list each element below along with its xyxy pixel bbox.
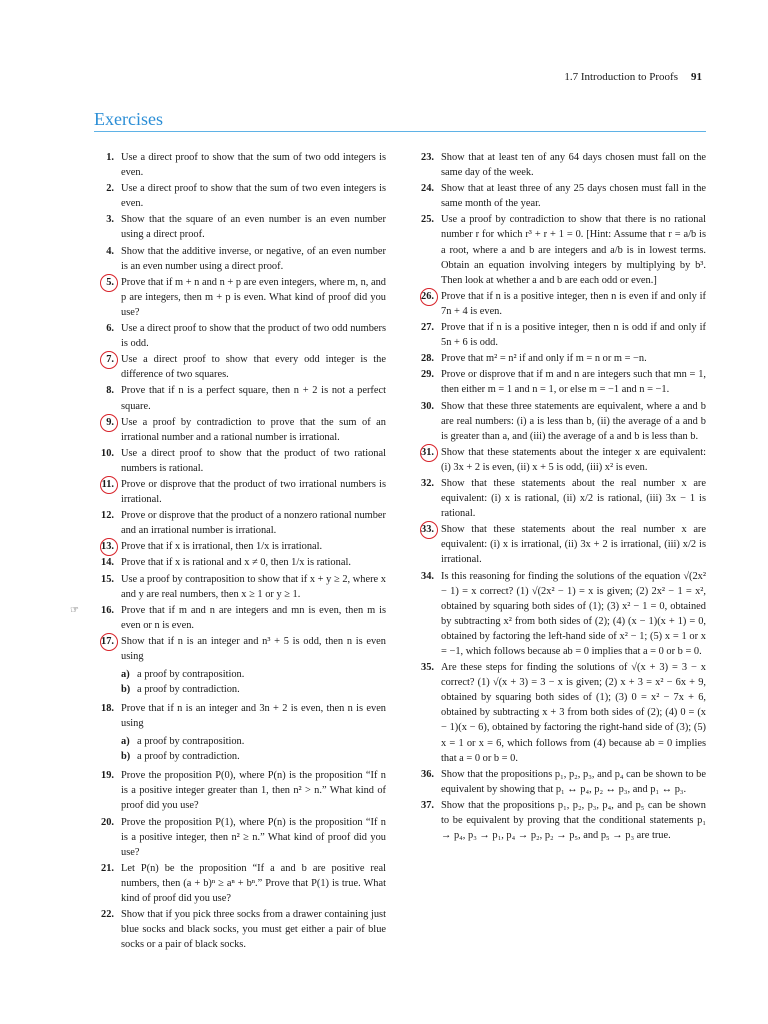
exercise-number: 30. bbox=[421, 400, 434, 412]
exercise-number: 32. bbox=[421, 477, 434, 489]
left-column bbox=[70, 150, 386, 953]
exercise-text: Show that these statements about the integer x are equivalent: (i) 3x + 2 is even, (ii) x + 5 is odd, (iii) x² is even. bbox=[441, 446, 706, 473]
exercise-number: 10. bbox=[101, 447, 114, 459]
exercise-text: Show that if n is an integer and n³ + 5 is odd, then n is even using bbox=[121, 635, 386, 662]
exercise-number: 18. bbox=[101, 703, 114, 715]
exercise-text: Is this reasoning for finding the solutions of the equation √(2x² − 1) = x correct? (1) √(2x² − 1) = x is given; (2) 2x² − 1 = x², obtained by squaring both sides of (1); (3) x² − 1 = 0, obtained by subtracting x² from both sides of (2); (4) (x − 1)(x + 1) = 0, obtained by factoring the left-hand side of x² − 1; (5) x = 1 or x = −1, which follows because ab = 0 implies that a = 0 or b = 0. bbox=[441, 570, 706, 657]
exercises-heading: Exercises bbox=[94, 109, 163, 129]
exercise-item bbox=[94, 508, 386, 538]
exercise-number-circled: 9. bbox=[94, 415, 114, 430]
exercise-text: Prove that if x is rational and x ≠ 0, then 1/x is rational. bbox=[121, 557, 351, 569]
exercise-number-circled: 33. bbox=[414, 522, 434, 537]
exercise-number: 29. bbox=[421, 369, 434, 381]
exercise-item bbox=[94, 275, 386, 320]
exercise-number-circled: 11. bbox=[94, 477, 114, 492]
exercise-item bbox=[94, 572, 386, 602]
exercise-item bbox=[414, 289, 706, 319]
exercise-text: Prove or disprove that the product of a nonzero rational number and an irrational number is irrational. bbox=[121, 510, 386, 537]
exercise-text: Prove that if n is a positive integer, then n is even if and only if 7n + 4 is even. bbox=[441, 290, 706, 317]
sub-part-text: a proof by contraposition. bbox=[137, 736, 245, 748]
exercise-text: Prove or disprove that the product of two irrational numbers is irrational. bbox=[121, 478, 386, 506]
exercise-item bbox=[414, 660, 706, 766]
exercise-number: 28. bbox=[421, 353, 434, 365]
exercise-text: Use a proof by contradiction to show that there is no rational number r for which r³ + r + 1 = 0. [Hint: Assume that r = a/b is a root, where a and b are integers and a/b is in lowest terms. Obtain an equation involving integers by multiplying by b³. Then look at whether a and b are each odd or even.] bbox=[441, 214, 706, 286]
exercise-item bbox=[94, 907, 386, 952]
exercise-item bbox=[414, 150, 706, 180]
exercise-item bbox=[94, 634, 386, 697]
exercise-text: Use a direct proof to show that the product of two odd numbers is odd. bbox=[121, 323, 386, 350]
exercise-item bbox=[414, 399, 706, 444]
exercise-number: 21. bbox=[101, 862, 114, 874]
exercise-item bbox=[94, 815, 386, 860]
exercise-text: Prove or disprove that if m and n are integers such that mn = 1, then either m = 1 and n = 1, or else m = −1 and n = −1. bbox=[441, 369, 706, 396]
sub-part bbox=[121, 734, 386, 749]
exercise-text: Prove the proposition P(1), where P(n) is the proposition “If n is a positive integer, then n² ≥ n.” What kind of proof did you use? bbox=[121, 816, 386, 858]
exercise-item bbox=[94, 446, 386, 476]
exercise-item bbox=[70, 603, 386, 633]
exercise-item bbox=[414, 181, 706, 211]
exercise-number: 14. bbox=[101, 557, 114, 569]
running-header bbox=[0, 71, 768, 87]
exercise-item bbox=[414, 445, 706, 475]
right-column bbox=[414, 150, 706, 844]
exercise-number: 34. bbox=[421, 570, 434, 582]
exercise-text: Show that the propositions p₁, p₂, p₃, and p₄ can be shown to be equivalent by showing that p₁ ↔ p₄, p₂ ↔ p₃, and p₁ ↔ p₃. bbox=[441, 768, 706, 795]
exercise-text: Prove that if m + n and n + p are even integers, where m, n, and p are integers, then m + p is even. What kind of proof did you use? bbox=[121, 276, 386, 318]
exercise-item bbox=[414, 320, 706, 350]
sub-part-label: a) bbox=[121, 736, 130, 748]
exercise-number: 23. bbox=[421, 152, 434, 163]
exercise-text: Use a proof by contraposition to show that if x + y ≥ 2, where x and y are real numbers, then x ≥ 1 or y ≥ 1. bbox=[121, 573, 386, 600]
exercise-text: Show that if you pick three socks from a drawer containing just blue socks and black socks, you must get either a pair of blue socks or a pair of black socks. bbox=[121, 909, 386, 951]
exercise-item bbox=[414, 798, 706, 843]
exercise-number: 2. bbox=[106, 183, 114, 195]
exercise-item bbox=[94, 150, 386, 180]
sub-part-text: a proof by contradiction. bbox=[137, 684, 240, 696]
exercise-text: Prove that if n is an integer and 3n + 2 is even, then n is even using bbox=[121, 703, 386, 730]
exercise-item bbox=[94, 383, 386, 413]
sub-part-text: a proof by contraposition. bbox=[137, 669, 245, 681]
exercise-number: 6. bbox=[106, 323, 114, 335]
exercise-number: 36. bbox=[421, 768, 434, 780]
exercise-item bbox=[414, 522, 706, 567]
exercise-number: 12. bbox=[101, 510, 114, 522]
exercise-text: Use a direct proof to show that the sum of two even integers is even. bbox=[121, 183, 386, 210]
exercise-text: Show that the propositions p₁, p₂, p₃, p₄, and p₅ can be shown to be equivalent by proving that the conditional statements p₁ → p₄, p₃ → p₁, p₄ → p₂, p₂ → p₅, and p₅ → p₃ are true. bbox=[441, 799, 706, 842]
pointing-hand-icon: ☞ bbox=[70, 604, 79, 616]
exercise-item bbox=[94, 321, 386, 351]
exercise-text: Are these steps for finding the solutions of √(x + 3) = 3 − x correct? (1) √(x + 3) = 3 − x is given; (2) x + 3 = x² − 6x + 9, obtained by squaring both sides of (1); (3) 0 = x² − 7x + 6, obtained by subtracting x + 3 from both sides of (2); (4) 0 = (x − 1)(x − 6), obtained by factoring the right-hand side of (3); (5) x = 1 or x = 6, which follows from (4) because ab = 0 implies that a = 0 or b = 0. bbox=[441, 662, 706, 764]
section-title: 1.7 Introduction to Proofs bbox=[564, 71, 678, 83]
exercise-number: 19. bbox=[101, 770, 114, 782]
exercise-number-circled: 31. bbox=[414, 445, 434, 460]
exercise-number-circled: 17. bbox=[94, 634, 114, 649]
sub-part bbox=[121, 667, 386, 682]
exercise-text: Use a proof by contradiction to prove that the sum of an irrational number and a rational number is irrational. bbox=[121, 416, 386, 443]
exercise-number: 15. bbox=[101, 573, 114, 585]
exercise-item bbox=[414, 569, 706, 660]
exercise-text: Prove that if m and n are integers and mn is even, then m is even or n is even. bbox=[121, 604, 386, 631]
exercise-item bbox=[414, 212, 706, 287]
exercise-number: 37. bbox=[421, 799, 434, 811]
exercise-item bbox=[94, 768, 386, 813]
sub-part-text: a proof by contradiction. bbox=[137, 751, 240, 763]
exercise-item bbox=[414, 767, 706, 797]
exercise-item bbox=[94, 212, 386, 242]
exercise-text: Show that the additive inverse, or negative, of an even number is an even number using a direct proof. bbox=[121, 245, 386, 272]
exercise-text: Use a direct proof to show that the sum of two odd integers is even. bbox=[121, 152, 386, 179]
exercise-text: Let P(n) be the proposition “If a and b are positive real numbers, then (a + b)ⁿ ≥ aⁿ + bⁿ.” Prove that P(1) is true. What kind of proof did you use? bbox=[121, 862, 386, 905]
exercise-text: Prove that if x is irrational, then 1/x is irrational. bbox=[121, 541, 323, 553]
exercise-number: 22. bbox=[101, 909, 114, 921]
exercise-number-circled: 5. bbox=[94, 275, 114, 290]
exercise-item bbox=[414, 351, 706, 366]
sub-part-label: a) bbox=[121, 669, 130, 681]
exercise-number: 4. bbox=[106, 245, 114, 257]
exercise-text: Prove that if n is a perfect square, then n + 2 is not a perfect square. bbox=[121, 385, 386, 412]
exercise-number: 35. bbox=[421, 662, 434, 674]
exercise-text: Prove that m² = n² if and only if m = n or m = −n. bbox=[441, 353, 647, 365]
exercise-text: Show that at least three of any 25 days chosen must fall in the same month of the year. bbox=[441, 183, 706, 210]
exercise-item bbox=[94, 352, 386, 382]
exercise-number: 20. bbox=[101, 816, 114, 828]
exercise-number: 8. bbox=[106, 385, 114, 397]
exercise-text: Use a direct proof to show that the product of two rational numbers is rational. bbox=[121, 447, 386, 474]
exercise-text: Show that the square of an even number is an even number using a direct proof. bbox=[121, 214, 386, 241]
exercise-item bbox=[94, 477, 386, 507]
exercise-text: Show that at least ten of any 64 days chosen must fall on the same day of the week. bbox=[441, 152, 706, 179]
exercise-item bbox=[94, 244, 386, 274]
exercise-number: 27. bbox=[421, 322, 434, 334]
exercise-item bbox=[94, 181, 386, 211]
sub-part bbox=[121, 682, 386, 697]
exercise-item bbox=[94, 539, 386, 554]
exercise-number: 3. bbox=[106, 214, 114, 226]
exercise-number-circled: 13. bbox=[94, 539, 114, 554]
exercise-number: 25. bbox=[421, 214, 434, 226]
sub-part-label: b) bbox=[121, 684, 131, 696]
exercise-number: 24. bbox=[421, 183, 434, 195]
exercise-item bbox=[94, 861, 386, 906]
exercise-item bbox=[414, 367, 706, 397]
exercise-item bbox=[94, 415, 386, 445]
exercise-text: Show that these statements about the real number x are equivalent: (i) x is irrational, (ii) 3x + 2 is irrational, (iii) x/2 is irrational. bbox=[441, 524, 706, 566]
exercise-text: Show that these statements about the real number x are equivalent: (i) x is rational, (ii) x/2 is rational, (iii) 3x − 1 is rational. bbox=[441, 477, 706, 520]
exercise-number-circled: 7. bbox=[94, 352, 114, 367]
exercise-text: Prove that if n is a positive integer, then n is odd if and only if 5n + 6 is odd. bbox=[441, 322, 706, 349]
page-number: 91 bbox=[691, 71, 702, 83]
exercise-item bbox=[414, 476, 706, 521]
exercise-number-circled: 26. bbox=[414, 289, 434, 304]
exercise-number: 16. bbox=[101, 604, 114, 616]
exercise-number: 1. bbox=[106, 152, 114, 163]
sub-part bbox=[121, 749, 386, 764]
heading-rule bbox=[94, 131, 706, 132]
exercise-text: Show that these three statements are equivalent, where a and b are real numbers: (i) a is less than b, (ii) the average of a and b is greater than a, and (iii) the average of a and b is less than b. bbox=[441, 400, 706, 442]
exercise-item bbox=[94, 701, 386, 764]
exercise-text: Prove the proposition P(0), where P(n) is the proposition “If n is a positive integer greater than 1, then n² > n.” What kind of proof did you use? bbox=[121, 770, 386, 812]
sub-part-label: b) bbox=[121, 751, 131, 763]
exercise-item bbox=[94, 555, 386, 570]
exercise-text: Use a direct proof to show that every odd integer is the difference of two squares. bbox=[121, 354, 386, 381]
